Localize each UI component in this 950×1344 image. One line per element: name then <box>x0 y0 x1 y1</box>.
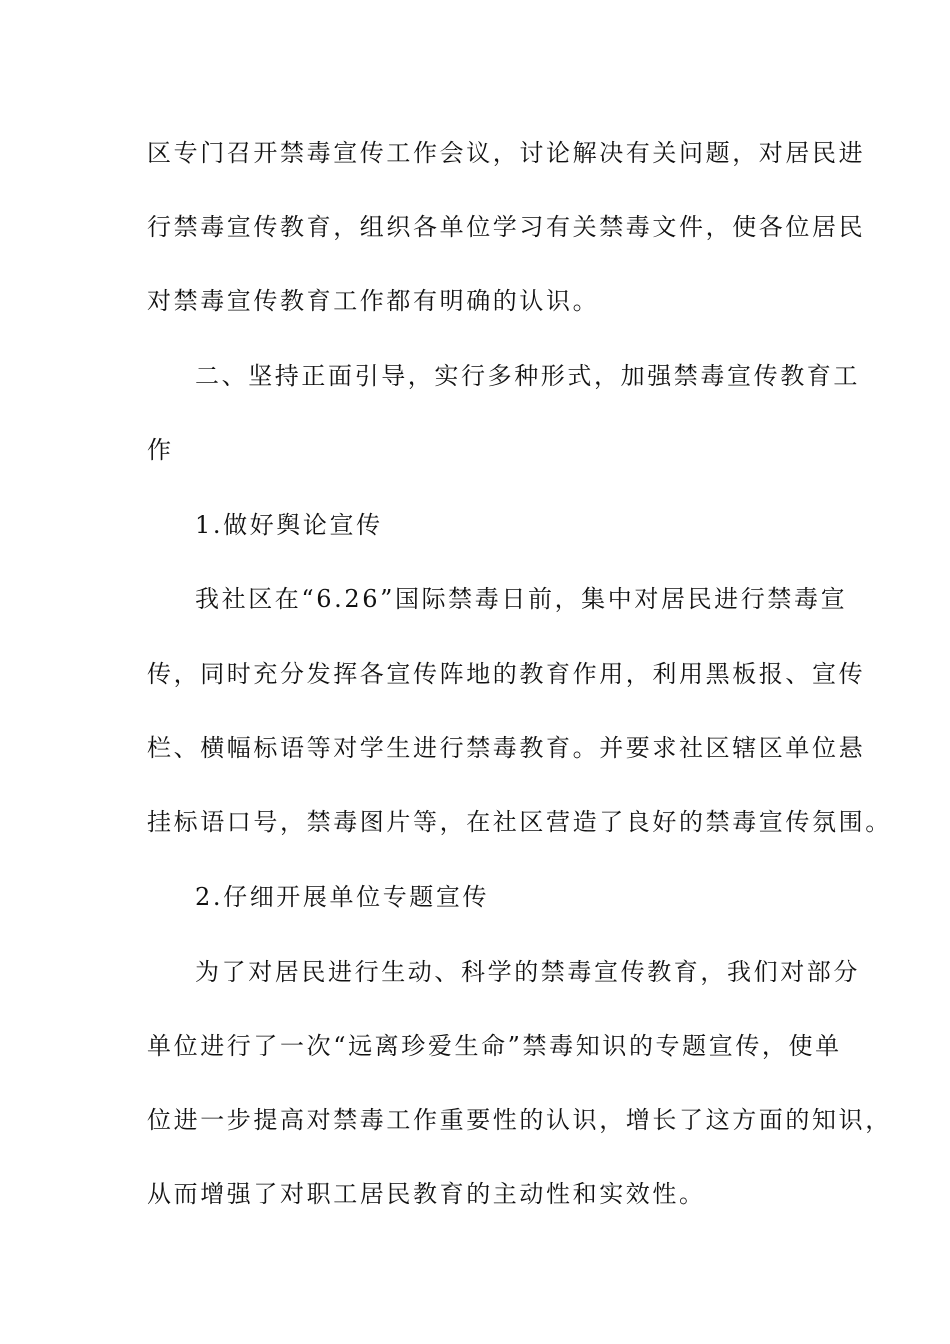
text-line: 栏、横幅标语等对学生进行禁毒教育。并要求社区辖区单位悬 <box>147 734 866 762</box>
text-line: 为了对居民进行生动、科学的禁毒宣传教育，我们对部分 <box>195 958 860 986</box>
text-line: 我社区在“6.26”国际禁毒日前，集中对居民进行禁毒宣 <box>195 585 848 613</box>
text-line: 行禁毒宣传教育，组织各单位学习有关禁毒文件，使各位居民 <box>147 213 866 241</box>
text-line: 单位进行了一次“远离珍爱生命”禁毒知识的专题宣传，使单 <box>147 1032 842 1060</box>
subsection-heading: 2.仔细开展单位专题宣传 <box>195 883 490 911</box>
section-heading: 二、坚持正面引导，实行多种形式，加强禁毒宣传教育工 <box>195 362 860 390</box>
text-line: 从而增强了对职工居民教育的主动性和实效性。 <box>147 1180 706 1208</box>
text-line: 区专门召开禁毒宣传工作会议，讨论解决有关问题，对居民进 <box>147 139 866 167</box>
text-line: 挂标语口号，禁毒图片等，在社区营造了良好的禁毒宣传氛围。 <box>147 808 892 836</box>
section-heading-continuation: 作 <box>147 436 174 464</box>
text-line: 位进一步提高对禁毒工作重要性的认识，增长了这方面的知识， <box>147 1106 892 1134</box>
text-line: 对禁毒宣传教育工作都有明确的认识。 <box>147 287 600 315</box>
text-line: 传，同时充分发挥各宣传阵地的教育作用，利用黑板报、宣传 <box>147 660 866 688</box>
subsection-heading: 1.做好舆论宣传 <box>195 511 383 539</box>
